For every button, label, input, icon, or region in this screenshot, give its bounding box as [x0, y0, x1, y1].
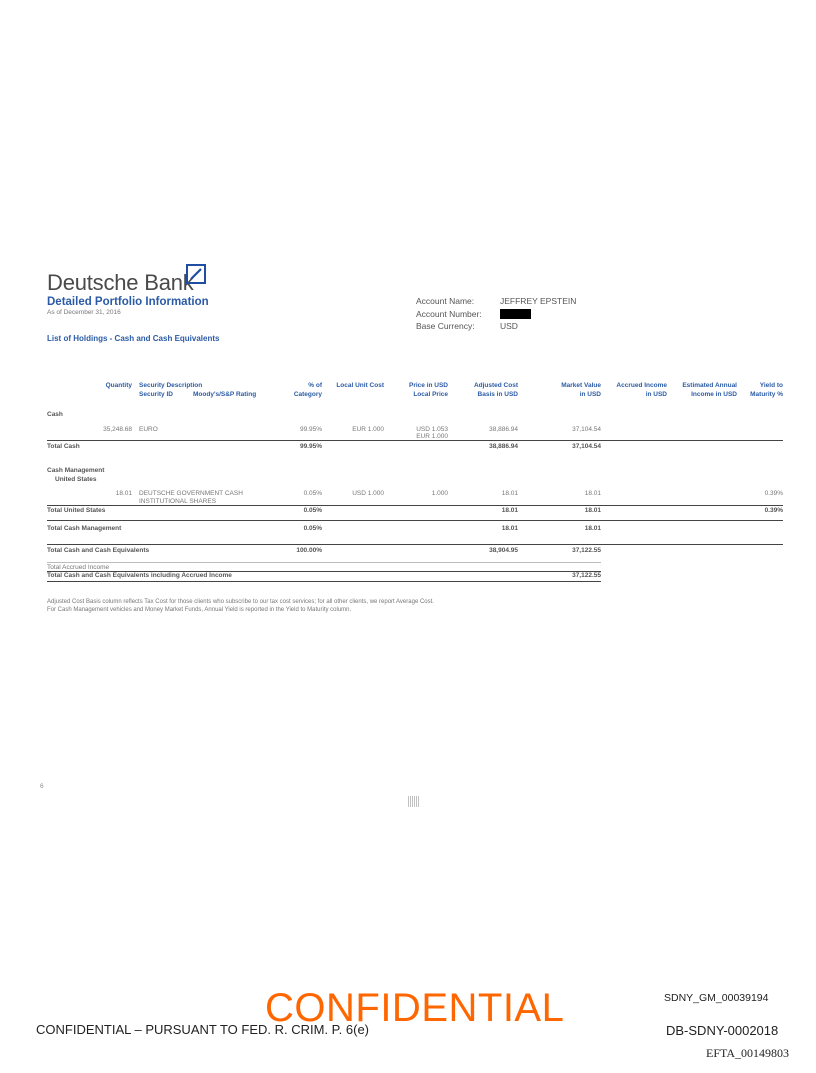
- document-title: Detailed Portfolio Information: [47, 296, 209, 308]
- bates-number-sdny-gm: SDNY_GM_00039194: [664, 992, 769, 1004]
- cash-price-usd: USD 1.053: [416, 426, 448, 433]
- col-adjusted-cost-2: Basis in USD: [477, 391, 518, 398]
- col-market-value-1: Market Value: [561, 382, 601, 389]
- col-local-unit-cost: Local Unit Cost: [336, 382, 384, 389]
- total-cash-market-value: 37,104.54: [572, 443, 601, 450]
- total-cash-equivalents-label: Total Cash and Cash Equivalents: [47, 547, 150, 554]
- col-pct-category-2: Category: [293, 391, 322, 398]
- cm-market-value: 18.01: [584, 490, 601, 497]
- account-number-label: Account Number:: [416, 309, 482, 319]
- subsection-united-states: United States: [55, 476, 97, 483]
- bates-number-db-sdny: DB-SDNY-0002018: [666, 1023, 779, 1038]
- total-cash-management-pct: 0.05%: [303, 525, 322, 532]
- cm-unit-cost: USD 1.000: [352, 490, 384, 497]
- section-cash-management: Cash Management: [47, 467, 105, 474]
- cash-market-value: 37,104.54: [572, 426, 601, 433]
- cash-unit-cost: EUR 1.000: [352, 426, 384, 433]
- brand-name: Deutsche Bank: [47, 270, 194, 295]
- col-accrued-income-2: in USD: [645, 391, 667, 398]
- divider: [47, 520, 783, 521]
- col-accrued-income-1: Accrued Income: [616, 382, 667, 389]
- total-cash-equivalents-adjusted-cost: 38,904.95: [489, 547, 518, 554]
- list-title: List of Holdings - Cash and Cash Equivalents: [47, 334, 220, 343]
- total-cash-management-adjusted-cost: 18.01: [501, 525, 518, 532]
- divider: [47, 562, 601, 563]
- cm-description-2: INSTITUTIONAL SHARES: [139, 498, 217, 505]
- cm-description-1: DEUTSCHE GOVERNMENT CASH: [139, 490, 243, 497]
- total-including-accrued-label: Total Cash and Cash Equivalents including Accrued Income: [47, 572, 232, 579]
- account-name-value: JEFFREY EPSTEIN: [500, 296, 577, 306]
- col-yield-1: Yield to: [759, 382, 783, 389]
- footnote: For Cash Management vehicles and Money Market Funds, Annual Yield is reported in the Yield to Maturity column.: [47, 607, 352, 613]
- barcode-icon: [408, 796, 419, 807]
- total-including-accrued-value: 37,122.55: [572, 572, 601, 579]
- section-cash: Cash: [47, 411, 63, 418]
- cash-description: EURO: [139, 426, 158, 433]
- cash-price-local: EUR 1.000: [416, 433, 448, 440]
- cash-adjusted-cost: 38,886.94: [489, 426, 518, 433]
- total-united-states-label: Total United States: [47, 507, 106, 514]
- divider: [47, 581, 601, 582]
- col-market-value-2: in USD: [579, 391, 601, 398]
- total-cash-equivalents-pct: 100.00%: [296, 547, 322, 554]
- cash-pct: 99.95%: [299, 426, 322, 433]
- base-currency-value: USD: [500, 321, 518, 331]
- deutsche-bank-logo-icon: [186, 264, 206, 284]
- confidential-notice: CONFIDENTIAL – PURSUANT TO FED. R. CRIM. P. 6(e): [36, 1022, 370, 1037]
- total-cash-management-market-value: 18.01: [584, 525, 601, 532]
- cm-adjusted-cost: 18.01: [501, 490, 518, 497]
- total-accrued-income-label: Total Accrued Income: [47, 564, 110, 571]
- cash-quantity: 35,248.68: [103, 426, 132, 433]
- col-estimated-income-2: Income in USD: [691, 391, 737, 398]
- col-yield-2: Maturity %: [750, 391, 783, 398]
- total-united-states-adjusted-cost: 18.01: [501, 507, 518, 514]
- cm-quantity: 18.01: [115, 490, 132, 497]
- col-security-id: Security ID: [139, 391, 173, 398]
- total-cash-label: Total Cash: [47, 443, 80, 450]
- base-currency-label: Base Currency:: [416, 321, 475, 331]
- cm-price: 1.000: [431, 490, 448, 497]
- cm-pct: 0.05%: [303, 490, 322, 497]
- total-cash-pct: 99.95%: [299, 443, 322, 450]
- page-number: 6: [40, 783, 44, 790]
- col-adjusted-cost-1: Adjusted Cost: [473, 382, 518, 389]
- col-security-description: Security Description: [139, 382, 203, 389]
- total-united-states-yield: 0.39%: [764, 507, 783, 514]
- efta-number: EFTA_00149803: [706, 1046, 790, 1060]
- divider: [47, 505, 783, 506]
- col-pct-category-1: % of: [308, 382, 322, 389]
- total-cash-management-label: Total Cash Management: [47, 525, 122, 532]
- col-price-1: Price in USD: [408, 382, 448, 389]
- divider: [47, 544, 783, 545]
- col-quantity: Quantity: [105, 382, 132, 389]
- account-name-label: Account Name:: [416, 296, 475, 306]
- divider: [47, 440, 783, 441]
- total-cash-adjusted-cost: 38,886.94: [489, 443, 518, 450]
- total-cash-equivalents-market-value: 37,122.55: [572, 547, 601, 554]
- cm-yield: 0.39%: [764, 490, 783, 497]
- account-number-redaction: [500, 309, 531, 319]
- footnote: Adjusted Cost Basis column reflects Tax Cost for those clients who subscribe to our tax cost services; for all other clients, we report Average Cost.: [47, 599, 434, 605]
- confidential-stamp: CONFIDENTIAL: [265, 986, 565, 1030]
- col-estimated-income-1: Estimated Annual: [682, 382, 737, 389]
- col-rating: Moody's/S&P Rating: [193, 391, 257, 398]
- as-of-date: As of December 31, 2016: [47, 309, 121, 316]
- total-united-states-pct: 0.05%: [303, 507, 322, 514]
- col-price-2: Local Price: [413, 391, 448, 398]
- total-united-states-market-value: 18.01: [584, 507, 601, 514]
